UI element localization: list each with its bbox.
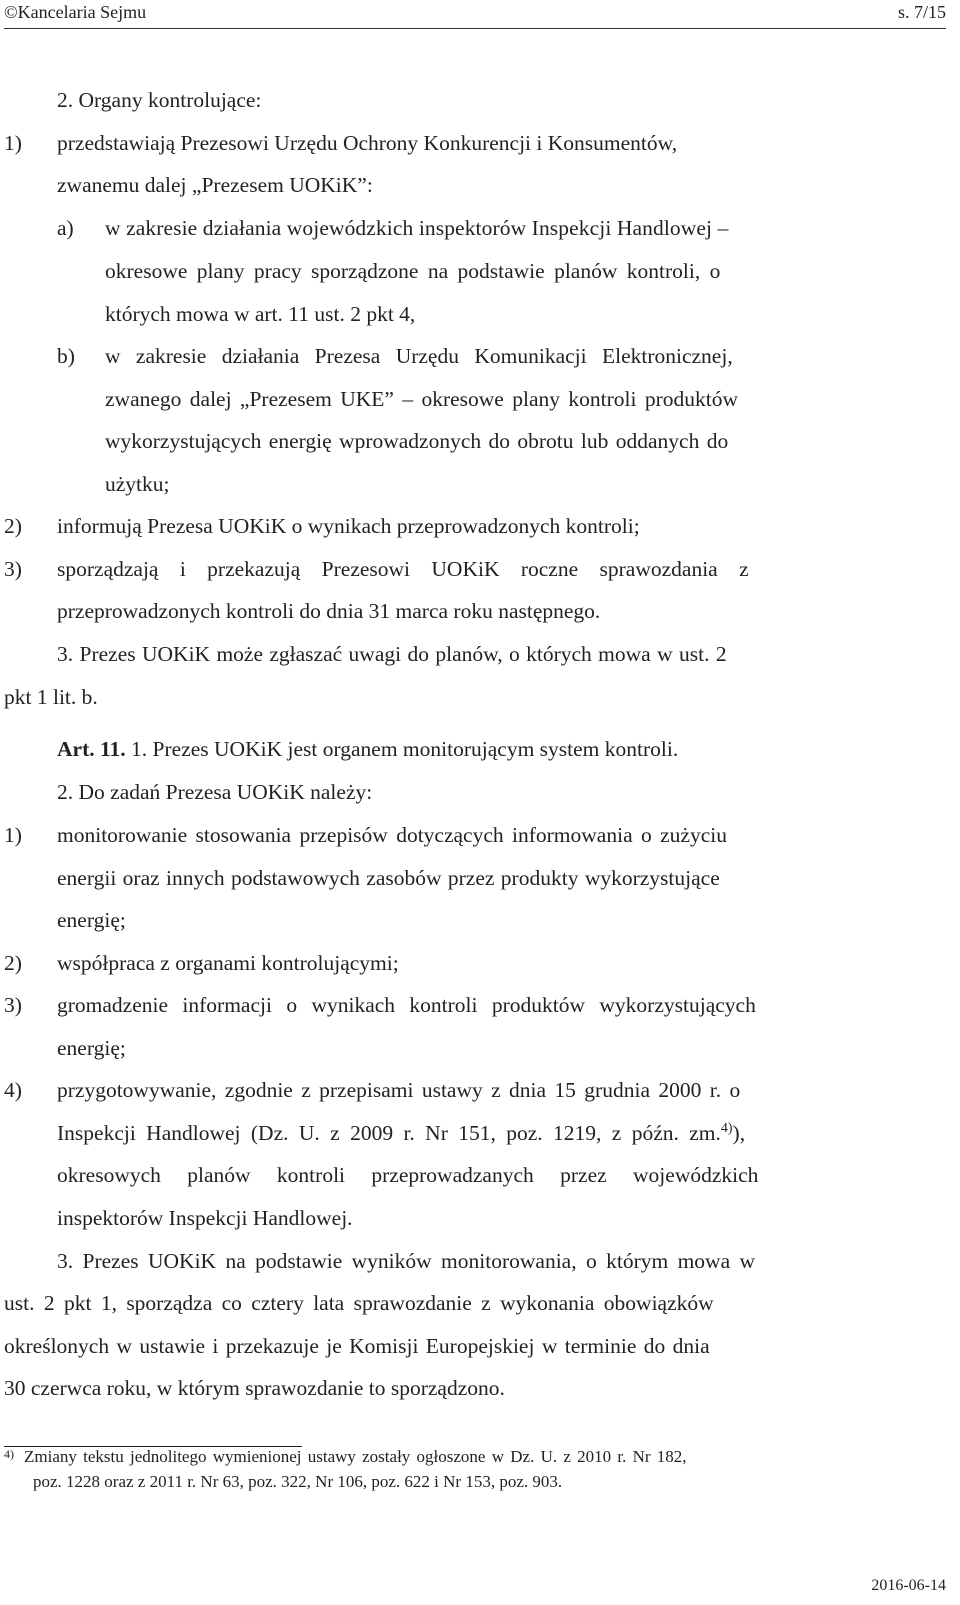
article-11-para-1 [57,737,678,762]
item-b-line-3: wykorzystujących energię wprowadzonych do obrotu lub oddanych do [105,429,729,453]
para-3-line-1: 3. Prezes UOKiK może zgłaszać uwagi do planów, o których mowa w ust. 2 [57,642,727,666]
task-4-line-3: okresowych planów kontroli przeprowadzanych przez wojewódzkich [57,1163,759,1187]
task-4-line-1: przygotowywanie, zgodnie z przepisami ustawy z dnia 15 grudnia 2000 r. o [57,1078,741,1102]
item-2-line-1: informują Prezesa UOKiK o wynikach przeprowadzonych kontroli; [57,514,640,538]
task-4-line-2 [57,1121,745,1146]
article-11-para-1-text: 1. Prezes UOKiK jest organem monitorującym system kontroli. [125,737,679,761]
item-a-line-2: okresowe plany pracy sporządzone na podstawie planów kontroli, o [105,259,721,283]
task-2-line-1: współpraca z organami kontrolującymi; [57,951,399,975]
para-3b-line-2: ust. 2 pkt 1, sporządza co cztery lata sprawozdanie z wykonania obowiązków [4,1291,714,1315]
task-2-number: 2) [4,951,22,975]
header-page-number: s. 7/15 [897,2,946,22]
para-2-intro: 2. Organy kontrolujące: [57,88,262,112]
footnote-mark: 4) [4,1447,14,1461]
item-a-number: a) [57,216,74,240]
task-3-line-2: energię; [57,1036,126,1060]
item-1-line-1: przedstawiają Prezesowi Urzędu Ochrony Konkurencji i Konsumentów, [57,131,678,155]
task-1-line-1: monitorowanie stosowania przepisów dotyczących informowania o zużyciu [57,823,727,847]
page-header [4,0,946,29]
item-b-line-4: użytku; [105,472,170,496]
item-2-number: 2) [4,514,22,538]
para-3b-line-3: określonych w ustawie i przekazuje je Komisji Europejskiej w terminie do dnia [4,1334,710,1358]
task-1-line-3: energię; [57,908,126,932]
footnote-ref-4[interactable]: 4) [720,1121,733,1136]
article-11-para-2: 2. Do zadań Prezesa UOKiK należy: [57,780,373,804]
item-1-line-2: zwanemu dalej „Prezesem UOKiK”: [57,173,373,197]
task-4-line-2-text: Inspekcji Handlowej (Dz. U. z 2009 r. Nr 151, poz. 1219, z późn. zm. [57,1121,721,1145]
task-4-line-2-end: ), [732,1121,746,1145]
task-3-line-1: gromadzenie informacji o wynikach kontroli produktów wykorzystujących [57,993,756,1017]
footer-date: 2016-06-14 [871,1577,946,1594]
para-3b-line-4: 30 czerwca roku, w którym sprawozdanie to sporządzono. [4,1376,505,1400]
item-a-line-1: w zakresie działania wojewódzkich inspektorów Inspekcji Handlowej – [105,216,729,240]
item-b-line-1: w zakresie działania Prezesa Urzędu Komunikacji Elektronicznej, [105,344,733,368]
task-1-line-2: energii oraz innych podstawowych zasobów przez produkty wykorzystujące [57,866,720,890]
article-11-label: Art. 11. [57,737,126,761]
item-3-line-2: przeprowadzonych kontroli do dnia 31 marca roku następnego. [57,599,601,623]
item-3-number: 3) [4,557,22,581]
item-a-line-3: których mowa w art. 11 ust. 2 pkt 4, [105,302,416,326]
item-b-line-2: zwanego dalej „Prezesem UKE” – okresowe plany kontroli produktów [105,387,738,411]
footnote-line-1: Zmiany tekstu jednolitego wymienionej ustawy zostały ogłoszone w Dz. U. z 2010 r. Nr 182, [24,1447,687,1466]
task-3-number: 3) [4,993,22,1017]
task-4-line-4: inspektorów Inspekcji Handlowej. [57,1206,353,1230]
item-3-line-1: sporządzają i przekazują Prezesowi UOKiK roczne sprawozdania z [57,557,749,581]
footnote-line-2: poz. 1228 oraz z 2011 r. Nr 63, poz. 322, Nr 106, poz. 622 i Nr 153, poz. 903. [33,1472,563,1491]
para-3b-line-1: 3. Prezes UOKiK na podstawie wyników monitorowania, o którym mowa w [57,1249,756,1273]
para-3-line-2: pkt 1 lit. b. [4,685,98,709]
header-source: ©Kancelaria Sejmu [4,2,147,22]
item-1-number: 1) [4,131,22,155]
item-b-number: b) [57,344,75,368]
task-4-number: 4) [4,1078,22,1102]
task-1-number: 1) [4,823,22,847]
